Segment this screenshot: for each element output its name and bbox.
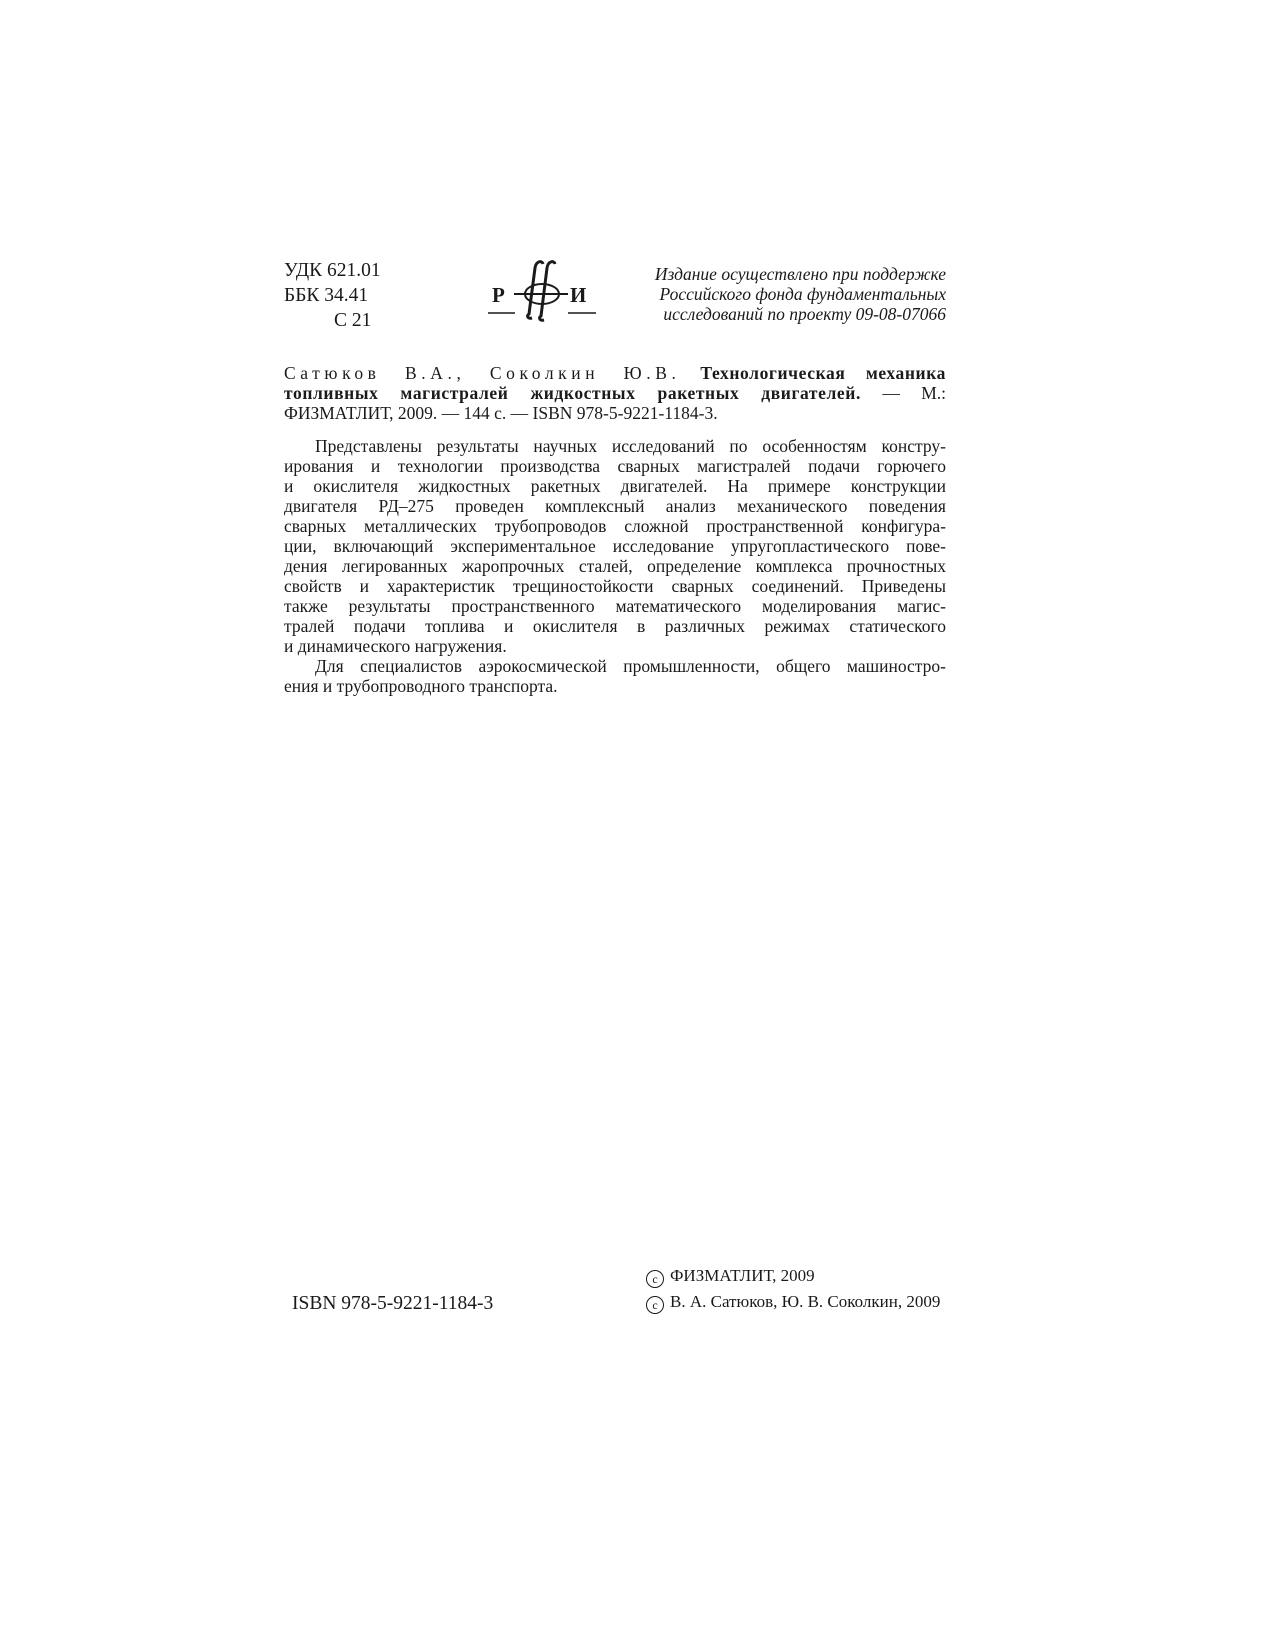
annotation-line: и динамического нагружения. (284, 636, 507, 656)
copyright-icon: c (646, 1270, 664, 1288)
imprint: М.: ФИЗМАТЛИТ, 2009. — 144 с. — ISBN 978-5-9221-1184-3. (284, 383, 946, 423)
copyright-publisher (646, 1265, 815, 1288)
annotation-line: тралей подачи топлива и окислителя в различных режимах статического (284, 616, 946, 636)
annotation-line: ения и трубопроводного транспорта. (284, 676, 558, 696)
annotation-line: также результаты пространственного математического моделирования магис- (284, 596, 946, 616)
annotation-line: свойств и характеристик трещиностойкости сварных соединений. Приведены (284, 576, 946, 596)
annotation-line: сварных металлических трубопроводов сложной пространственной конфигура- (284, 516, 946, 536)
bibliographic-record (284, 363, 946, 423)
annotation-line: ции, включающий экспериментальное исследование упругопластического пове- (284, 536, 946, 556)
title-dash: — (860, 383, 900, 403)
annotation-line: дения легированных жаропрочных сталей, определение комплекса прочностных (284, 556, 946, 576)
annotation-line: ирования и технологии производства сварных магистралей подачи горючего (284, 456, 946, 476)
udk-code: УДК 621.01 (284, 260, 381, 281)
annotation-line: двигателя РД–275 проведен комплексный анализ механического поведения (284, 496, 946, 516)
annotation (284, 436, 946, 696)
logo-letter-right: И (570, 283, 587, 307)
author-code: С 21 (334, 310, 372, 331)
copyright-icon: c (646, 1296, 664, 1314)
annotation-line: Представлены результаты научных исследований по особенностям констру- (315, 436, 946, 456)
support-line: Российского фонда фундаментальных (659, 284, 946, 304)
book-title: Технологическая механика топливных магистралей жидкостных ракетных двигателей. (284, 363, 947, 403)
support-note (612, 264, 946, 324)
annotation-line: и окислителя жидкостных ракетных двигателей. На примере конструкции (284, 476, 946, 496)
bbk-code: ББК 34.41 (284, 285, 369, 306)
annotation-line: Для специалистов аэрокосмической промышленности, общего машиностро- (315, 656, 946, 676)
rffi-emblem (488, 256, 600, 328)
authors: Сатюков В.А., Соколкин Ю.В. (284, 363, 681, 383)
copyright-authors (646, 1291, 940, 1314)
support-line: Издание осуществлено при поддержке (654, 264, 946, 284)
isbn: ISBN 978-5-9221-1184-3 (292, 1293, 494, 1314)
support-line: исследований по проекту 09-08-07066 (663, 304, 946, 324)
classification-block (284, 258, 381, 333)
rffi-logo-icon (488, 256, 600, 328)
copyright-authors-text: В. А. Сатюков, Ю. В. Соколкин, 2009 (670, 1292, 941, 1311)
copyright-publisher-text: ФИЗМАТЛИТ, 2009 (670, 1266, 815, 1285)
logo-letter-left: Р (492, 283, 505, 307)
